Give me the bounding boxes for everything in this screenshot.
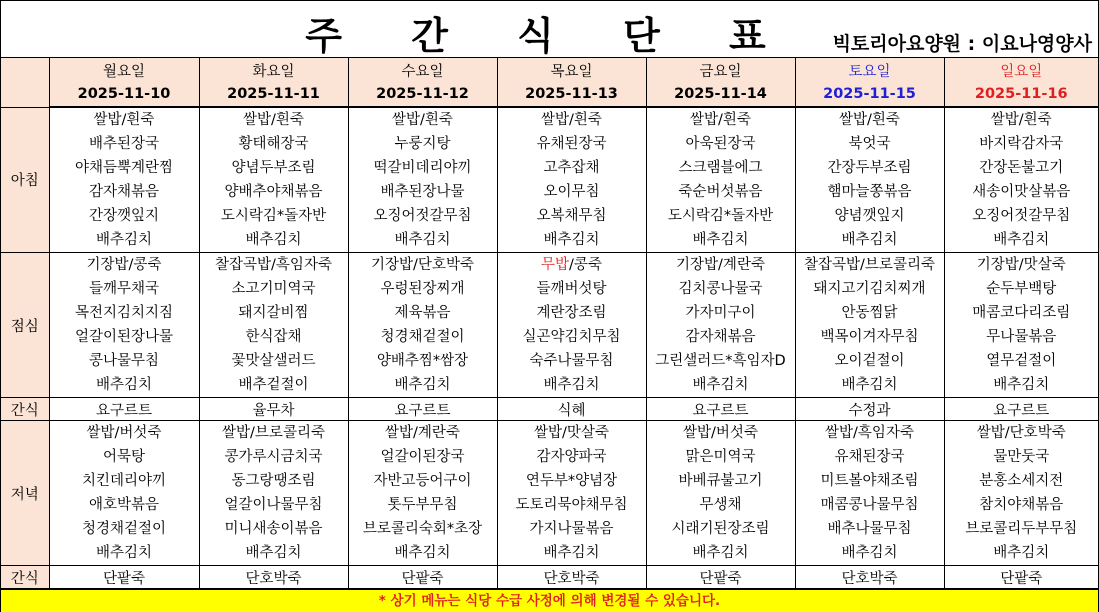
- snack-cell: 단팥죽: [49, 566, 199, 589]
- menu-item: 바지락감자국: [979, 136, 1064, 152]
- menu-item: 쌀밥/브로콜리죽: [222, 425, 325, 441]
- menu-item: 소고기미역국: [231, 281, 316, 297]
- menu-item: 콩가루시금치국: [224, 449, 323, 465]
- menu-cell: [795, 107, 944, 253]
- date-header-row: [1, 82, 1098, 107]
- menu-item: 가자미구이: [685, 305, 756, 321]
- day-date: 2025-11-10: [49, 82, 199, 107]
- menu-item: 배추김치: [841, 545, 898, 561]
- menu-item: 시래기된장조림: [671, 521, 770, 537]
- menu-item: 유채된장국: [834, 449, 905, 465]
- menu-item: 바베큐불고기: [678, 473, 763, 489]
- menu-cell: [795, 253, 944, 398]
- menu-item: 청경채겉절이: [380, 329, 465, 345]
- menu-item: 배추김치: [95, 232, 153, 248]
- snack-cell: 수정과: [795, 398, 944, 421]
- menu-item: 배추김치: [692, 545, 749, 561]
- snack-cell: 단팥죽: [348, 566, 497, 589]
- menu-item: 들깨무채국: [88, 281, 160, 297]
- menu-item: 자반고등어구이: [373, 473, 472, 489]
- menu-item: 도토리묵야채무침: [515, 497, 628, 513]
- menu-item: 연두부*양념장: [525, 473, 618, 489]
- menu-cell: [944, 421, 1098, 566]
- menu-item: 목전지김치지짐: [74, 305, 174, 321]
- menu-cell: [49, 421, 199, 566]
- menu-item: 오복채무침: [536, 208, 607, 224]
- menu-item: 그린샐러드*흑임자D: [655, 353, 786, 369]
- menu-item: 치킨데리야끼: [81, 473, 167, 489]
- menu-item: 얼갈이된장나물: [74, 329, 174, 345]
- menu-item: 도시락김*돌자반: [667, 208, 774, 224]
- menu-item: 쌀밥/흰죽: [839, 112, 900, 128]
- menu-item: 배추김치: [543, 232, 600, 248]
- organization-label: 빅토리아요양원 : 이요나영양사: [832, 33, 1092, 55]
- menu-item: 배추김치: [993, 377, 1050, 393]
- menu-item: 기장밥/단호박죽: [371, 257, 474, 273]
- menu-item: 얼갈이나물무침: [224, 497, 323, 513]
- meal-label: 저녁: [1, 421, 49, 566]
- menu-item: 무생채: [699, 497, 742, 513]
- menu-item: 계란장조림: [536, 305, 607, 321]
- day-name: 화요일: [199, 58, 348, 82]
- menu-item: 쌀밥/단호박죽: [976, 425, 1066, 441]
- menu-item: 쌀밥/흰죽: [243, 112, 304, 128]
- menu-item: 미니새송이볶음: [224, 521, 323, 537]
- day-name: 금요일: [646, 58, 795, 82]
- day-name: 수요일: [348, 58, 497, 82]
- menu-item: 톳두부무침: [387, 497, 458, 513]
- day-date: 2025-11-12: [348, 82, 497, 107]
- menu-item: 쌀밥/흰죽: [93, 112, 155, 128]
- snack-cell: 단팥죽: [646, 566, 795, 589]
- menu-item: 배추김치: [394, 377, 451, 393]
- menu-item: 쌀밥/버섯죽: [86, 425, 162, 441]
- menu-item: 감자양파국: [536, 449, 607, 465]
- snack-cell: 율무차: [199, 398, 348, 421]
- menu-cell: [199, 253, 348, 398]
- day-name: 목요일: [497, 58, 646, 82]
- menu-cell: [646, 107, 795, 253]
- menu-item: 찰잡곡밥/브로콜리죽: [804, 257, 935, 273]
- day-date: 2025-11-16: [944, 82, 1098, 107]
- menu-item: 배추김치: [245, 545, 302, 561]
- snack-cell: 단팥죽: [944, 566, 1098, 589]
- menu-item: [498, 253, 646, 277]
- menu-cell: [497, 421, 646, 566]
- menu-item: 물만둣국: [993, 449, 1050, 465]
- menu-item: 야채듬뿍계란찜: [74, 160, 174, 176]
- menu-item: 배추김치: [993, 232, 1050, 248]
- snack-cell: 단호박죽: [795, 566, 944, 589]
- menu-item: 배추김치: [543, 377, 600, 393]
- menu-item: 오이무침: [543, 184, 600, 200]
- menu-item: 배추김치: [95, 545, 153, 561]
- menu-item: 동그랑땡조림: [231, 473, 316, 489]
- menu-cell: [646, 253, 795, 398]
- day-date: 2025-11-11: [199, 82, 348, 107]
- snack-row: [1, 566, 1098, 589]
- menu-item: 죽순버섯볶음: [678, 184, 763, 200]
- menu-item: 황태해장국: [238, 136, 309, 152]
- menu-item: 제육볶음: [394, 305, 451, 321]
- menu-item: 기장밥/맛살죽: [976, 257, 1066, 273]
- menu-item: 아욱된장국: [685, 136, 756, 152]
- menu-cell: [348, 107, 497, 253]
- menu-item: 맑은미역국: [685, 449, 756, 465]
- meal-row: [1, 107, 1098, 253]
- day-date: 2025-11-15: [795, 82, 944, 107]
- menu-cell: [944, 253, 1098, 398]
- menu-item: 김치콩나물국: [678, 281, 763, 297]
- day-name: 토요일: [795, 58, 944, 82]
- day-date: 2025-11-13: [497, 82, 646, 107]
- menu-item: 얼갈이된장국: [380, 449, 465, 465]
- menu-item: 배추된장나물: [380, 184, 465, 200]
- menu-item: 배추김치: [394, 545, 451, 561]
- menu-item: 한식잡채: [245, 329, 302, 345]
- menu-cell: [199, 107, 348, 253]
- menu-item: 가지나물볶음: [529, 521, 614, 537]
- menu-item: 콩나물무침: [88, 353, 160, 369]
- menu-item: 숙주나물무침: [529, 353, 614, 369]
- menu-item: 우렁된장찌개: [380, 281, 465, 297]
- snack-cell: 요구르트: [646, 398, 795, 421]
- menu-item: 오이겉절이: [834, 353, 905, 369]
- menu-item: 햄마늘쫑볶음: [827, 184, 912, 200]
- menu-item: 배추김치: [692, 377, 749, 393]
- menu-item: 매콤코다리조림: [972, 305, 1071, 321]
- meal-row: [1, 253, 1098, 398]
- menu-item: 감자채볶음: [88, 184, 160, 200]
- snack-cell: 요구르트: [348, 398, 497, 421]
- snack-cell: 요구르트: [49, 398, 199, 421]
- menu-item: 쌀밥/흰죽: [690, 112, 751, 128]
- menu-item: 오징어젓갈무침: [972, 208, 1071, 224]
- menu-item: 브로콜리숙회*초장: [362, 521, 483, 537]
- menu-item: 도시락김*돌자반: [220, 208, 327, 224]
- meal-label: 점심: [1, 253, 49, 398]
- menu-item: 쌀밥/맛살죽: [534, 425, 609, 441]
- menu-item: 참치야채볶음: [979, 497, 1064, 513]
- menu-item: 양념깻잎지: [834, 208, 905, 224]
- menu-item: 배추김치: [394, 232, 451, 248]
- title-row: [1, 1, 1098, 58]
- menu-item: 찰잡곡밥/흑임자죽: [215, 257, 332, 273]
- meal-row: [1, 421, 1098, 566]
- menu-item: 무나물볶음: [986, 329, 1057, 345]
- menu-item: 꽃맛살샐러드: [231, 353, 316, 369]
- menu-item: 스크램블에그: [678, 160, 763, 176]
- menu-item: 미트볼야채조림: [820, 473, 919, 489]
- day-date: 2025-11-14: [646, 82, 795, 107]
- notice-bar: * 상기 메뉴는 식당 수급 사정에 의해 변경될 수 있습니다.: [1, 589, 1098, 612]
- page-title: 주 간 식 단 표: [305, 14, 794, 58]
- day-name: 월요일: [49, 58, 199, 82]
- menu-item: 간장깻잎지: [88, 208, 160, 224]
- menu-item: 쌀밥/흰죽: [392, 112, 453, 128]
- menu-item: 배추김치: [993, 545, 1050, 561]
- menu-item: 양배추야채볶음: [224, 184, 323, 200]
- day-name: 일요일: [944, 58, 1098, 82]
- menu-item: 배추김치: [692, 232, 749, 248]
- menu-cell: [199, 421, 348, 566]
- menu-item: 양념두부조림: [231, 160, 316, 176]
- menu-item: 브로콜리두부무침: [965, 521, 1078, 537]
- menu-item: 배추김치: [543, 545, 600, 561]
- snack-cell: 단호박죽: [497, 566, 646, 589]
- menu-item: 청경채겉절이: [81, 521, 167, 537]
- menu-item: 쌀밥/버섯죽: [683, 425, 758, 441]
- snack-cell: 식혜: [497, 398, 646, 421]
- menu-item: 배추김치: [245, 232, 302, 248]
- menu-item: 배추김치: [841, 232, 898, 248]
- menu-cell: [348, 421, 497, 566]
- menu-item: 양배추찜*쌈장: [376, 353, 469, 369]
- menu-item: 돼지고기김치찌개: [813, 281, 926, 297]
- menu-item: 애호박볶음: [88, 497, 160, 513]
- menu-cell: [49, 107, 199, 253]
- menu-item: 쌀밥/흑임자죽: [825, 425, 914, 441]
- menu-item: 떡갈비데리야끼: [373, 160, 472, 176]
- menu-item: 오징어젓갈무침: [373, 208, 472, 224]
- menu-item: 쌀밥/계란죽: [385, 425, 460, 441]
- menu-item: 배추된장국: [88, 136, 160, 152]
- menu-item: 실곤약김치무침: [522, 329, 621, 345]
- day-header-row: [1, 58, 1098, 82]
- menu-item: 순두부백탕: [986, 281, 1057, 297]
- menu-item: 북엇국: [848, 136, 891, 152]
- menu-item: 유채된장국: [536, 136, 607, 152]
- menu-item: 매콤콩나물무침: [820, 497, 919, 513]
- menu-cell: [49, 253, 199, 398]
- menu-item: 들깨버섯탕: [536, 281, 607, 297]
- menu-cell: [497, 253, 646, 398]
- menu-cell: [646, 421, 795, 566]
- menu-cell: [944, 107, 1098, 253]
- menu-item: 열무겉절이: [986, 353, 1057, 369]
- corner-cell: [1, 58, 49, 107]
- menu-item: 배추나물무침: [827, 521, 912, 537]
- menu-table: [1, 58, 1098, 589]
- meal-label: 아침: [1, 107, 49, 253]
- menu-item: 기장밥/계란죽: [676, 257, 765, 273]
- menu-item: 쌀밥/흰죽: [541, 112, 602, 128]
- menu-item: 간장두부조림: [827, 160, 912, 176]
- menu-item: 쌀밥/흰죽: [990, 112, 1052, 128]
- menu-item: 배추겉절이: [238, 377, 309, 393]
- menu-cell: [497, 107, 646, 253]
- meal-label: 간식: [1, 566, 49, 589]
- snack-row: [1, 398, 1098, 421]
- menu-item: 기장밥/콩죽: [86, 257, 162, 273]
- menu-item: 배추김치: [841, 377, 898, 393]
- menu-item: 고추잡채: [543, 160, 600, 176]
- snack-cell: 단호박죽: [199, 566, 348, 589]
- menu-item: 누룽지탕: [394, 136, 451, 152]
- menu-item: 어묵탕: [102, 449, 146, 465]
- menu-item: 배추김치: [95, 377, 153, 393]
- menu-item: 감자채볶음: [685, 329, 756, 345]
- menu-item: 돼지갈비찜: [238, 305, 309, 321]
- menu-item: 새송이맛살볶음: [972, 184, 1071, 200]
- menu-item: 안동찜닭: [841, 305, 898, 321]
- menu-item-rest: /콩죽: [569, 257, 602, 273]
- menu-cell: [348, 253, 497, 398]
- meal-label: 간식: [1, 398, 49, 421]
- menu-item: 간장돈불고기: [979, 160, 1064, 176]
- menu-item: 분홍소세지전: [979, 473, 1064, 489]
- menu-item: 백목이겨자무침: [820, 329, 919, 345]
- menu-item-highlight: 무밥: [541, 257, 570, 273]
- menu-cell: [795, 421, 944, 566]
- snack-cell: 요구르트: [944, 398, 1098, 421]
